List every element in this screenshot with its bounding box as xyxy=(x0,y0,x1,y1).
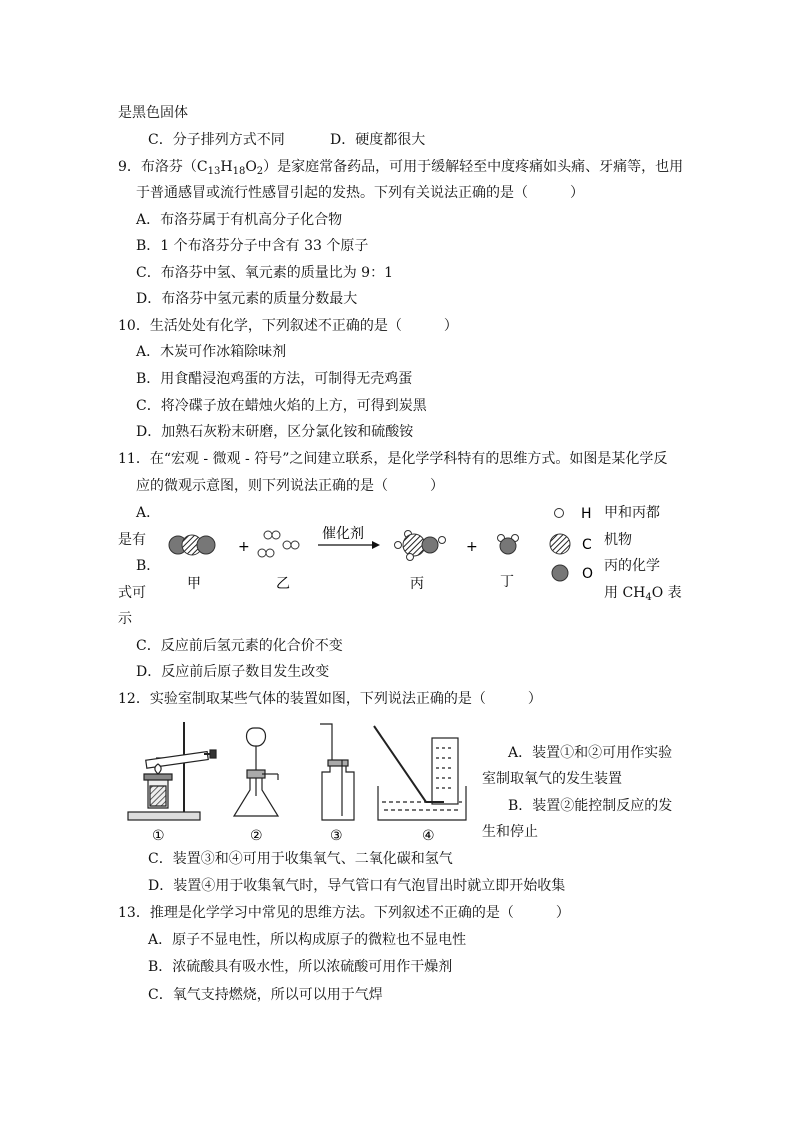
q12-option-d: D．装置④用于收集氧气时，导气管口有气泡冒出时就立即开始收集 xyxy=(148,878,566,894)
q10-option-b: B．用食醋浸泡鸡蛋的方法，可制得无壳鸡蛋 xyxy=(136,371,413,387)
prev-option-c: C．分子排列方式不同 xyxy=(148,132,285,148)
lab-apparatus-diagram xyxy=(126,716,474,846)
q9-stem-line1: 9．布洛芬$(C_{13}H_{18}O_2)$是家庭常备药品，可用于缓解轻至中度疼痛如头痛、牙痛等，也用 xyxy=(118,159,684,177)
q13-option-c: C．氧气支持燃烧，所以可以用于气焊 xyxy=(148,987,383,1003)
label-apparatus-1: ① xyxy=(152,828,165,844)
q10-option-c: C．将冷碟子放在蜡烛火焰的上方，可得到炭黑 xyxy=(136,398,427,414)
catalyst-label: 催化剂 xyxy=(322,526,364,542)
q9-option-d: D．布洛芬中氢元素的质量分数最大 xyxy=(136,291,358,307)
plus-2: + xyxy=(466,539,478,555)
label-jia: 甲 xyxy=(187,576,201,592)
label-bing: 丙 xyxy=(410,576,424,592)
apparatus-2 xyxy=(234,728,278,816)
q10-option-a: A．木炭可作冰箱除味剂 xyxy=(136,344,287,360)
q11-option-d: D．反应前后原子数目发生改变 xyxy=(136,664,330,680)
q11-option-a-label: A． xyxy=(136,505,161,521)
plus-1: + xyxy=(238,539,250,555)
q11-wrap-1: 是有 xyxy=(118,532,146,548)
q12-option-b-line1: B．装置②能控制反应的发 xyxy=(508,798,673,814)
legend xyxy=(550,506,593,582)
apparatus-1 xyxy=(128,722,216,820)
q12-stem: 12．实验室制取某些气体的装置如图，下列说法正确的是（ ） xyxy=(118,691,542,707)
molecule-yi xyxy=(258,531,299,557)
q9-option-a: A．布洛芬属于有机高分子化合物 xyxy=(136,212,343,228)
q12-option-c: C．装置③和④可用于收集氧气、二氧化碳和氢气 xyxy=(148,851,453,867)
q11-stem-line1: 11．在“宏观 - 微观 - 符号”之间建立联系，是化学学科特有的思维方式。如图是某化学反 xyxy=(118,451,668,467)
q11-right-3: 丙的化学 xyxy=(604,558,660,574)
q10-option-d: D．加熟石灰粉末研磨，区分氯化铵和硫酸铵 xyxy=(136,424,414,440)
label-apparatus-3: ③ xyxy=(330,828,343,844)
label-ding: 丁 xyxy=(500,574,514,590)
q13-option-a: A．原子不显电性，所以构成原子的微粒也不显电性 xyxy=(148,932,467,948)
q11-wrap-2: 式可 xyxy=(118,585,146,601)
apparatus-3 xyxy=(320,724,354,820)
q13-option-b: B．浓硫酸具有吸水性，所以浓硫酸可用作干燥剂 xyxy=(148,959,453,975)
q9-stem-line2: 于普通感冒或流行性感冒引起的发热。下列有关说法正确的是（ ） xyxy=(136,185,584,201)
q11-right-4: 用 $CH_4O$ 表 xyxy=(604,585,682,603)
molecule-jia xyxy=(169,535,215,555)
label-yi: 乙 xyxy=(276,576,290,592)
legend-h: H xyxy=(581,506,592,522)
legend-o: O xyxy=(582,566,594,582)
q11-right-1: 甲和丙都 xyxy=(604,505,660,521)
q12-option-a-line1: A．装置①和②可用作实验 xyxy=(508,745,673,761)
q9-option-b: B．1 个布洛芬分子中含有 33 个原子 xyxy=(136,238,369,254)
apparatus-4 xyxy=(374,726,466,820)
legend-c: C xyxy=(582,537,592,553)
reaction-diagram xyxy=(150,500,600,600)
label-apparatus-2: ② xyxy=(250,828,263,844)
q11-right-2: 机物 xyxy=(604,532,632,548)
molecule-ding xyxy=(498,535,519,555)
label-apparatus-4: ④ xyxy=(422,828,435,844)
q11-option-b-label: B． xyxy=(136,558,161,574)
q12-option-a-line2: 室制取氧气的发生装置 xyxy=(482,771,622,787)
q10-stem: 10．生活处处有化学，下列叙述不正确的是（ ） xyxy=(118,318,458,334)
q11-option-c: C．反应前后氢元素的化合价不变 xyxy=(136,638,343,654)
q11-stem-line2: 应的微观示意图，则下列说法正确的是（ ） xyxy=(136,478,444,494)
q12-option-b-line2: 生和停止 xyxy=(482,824,538,840)
q13-stem: 13．推理是化学学习中常见的思维方法。下列叙述不正确的是（ ） xyxy=(118,905,570,921)
line-prev-end: 是黑色固体 xyxy=(118,105,188,121)
prev-option-d: D．硬度都很大 xyxy=(330,132,426,148)
molecule-bing xyxy=(395,531,446,561)
q9-option-c: C．布洛芬中氢、氧元素的质量比为 9：1 xyxy=(136,265,393,281)
q11-wrap-3: 示 xyxy=(118,611,132,627)
